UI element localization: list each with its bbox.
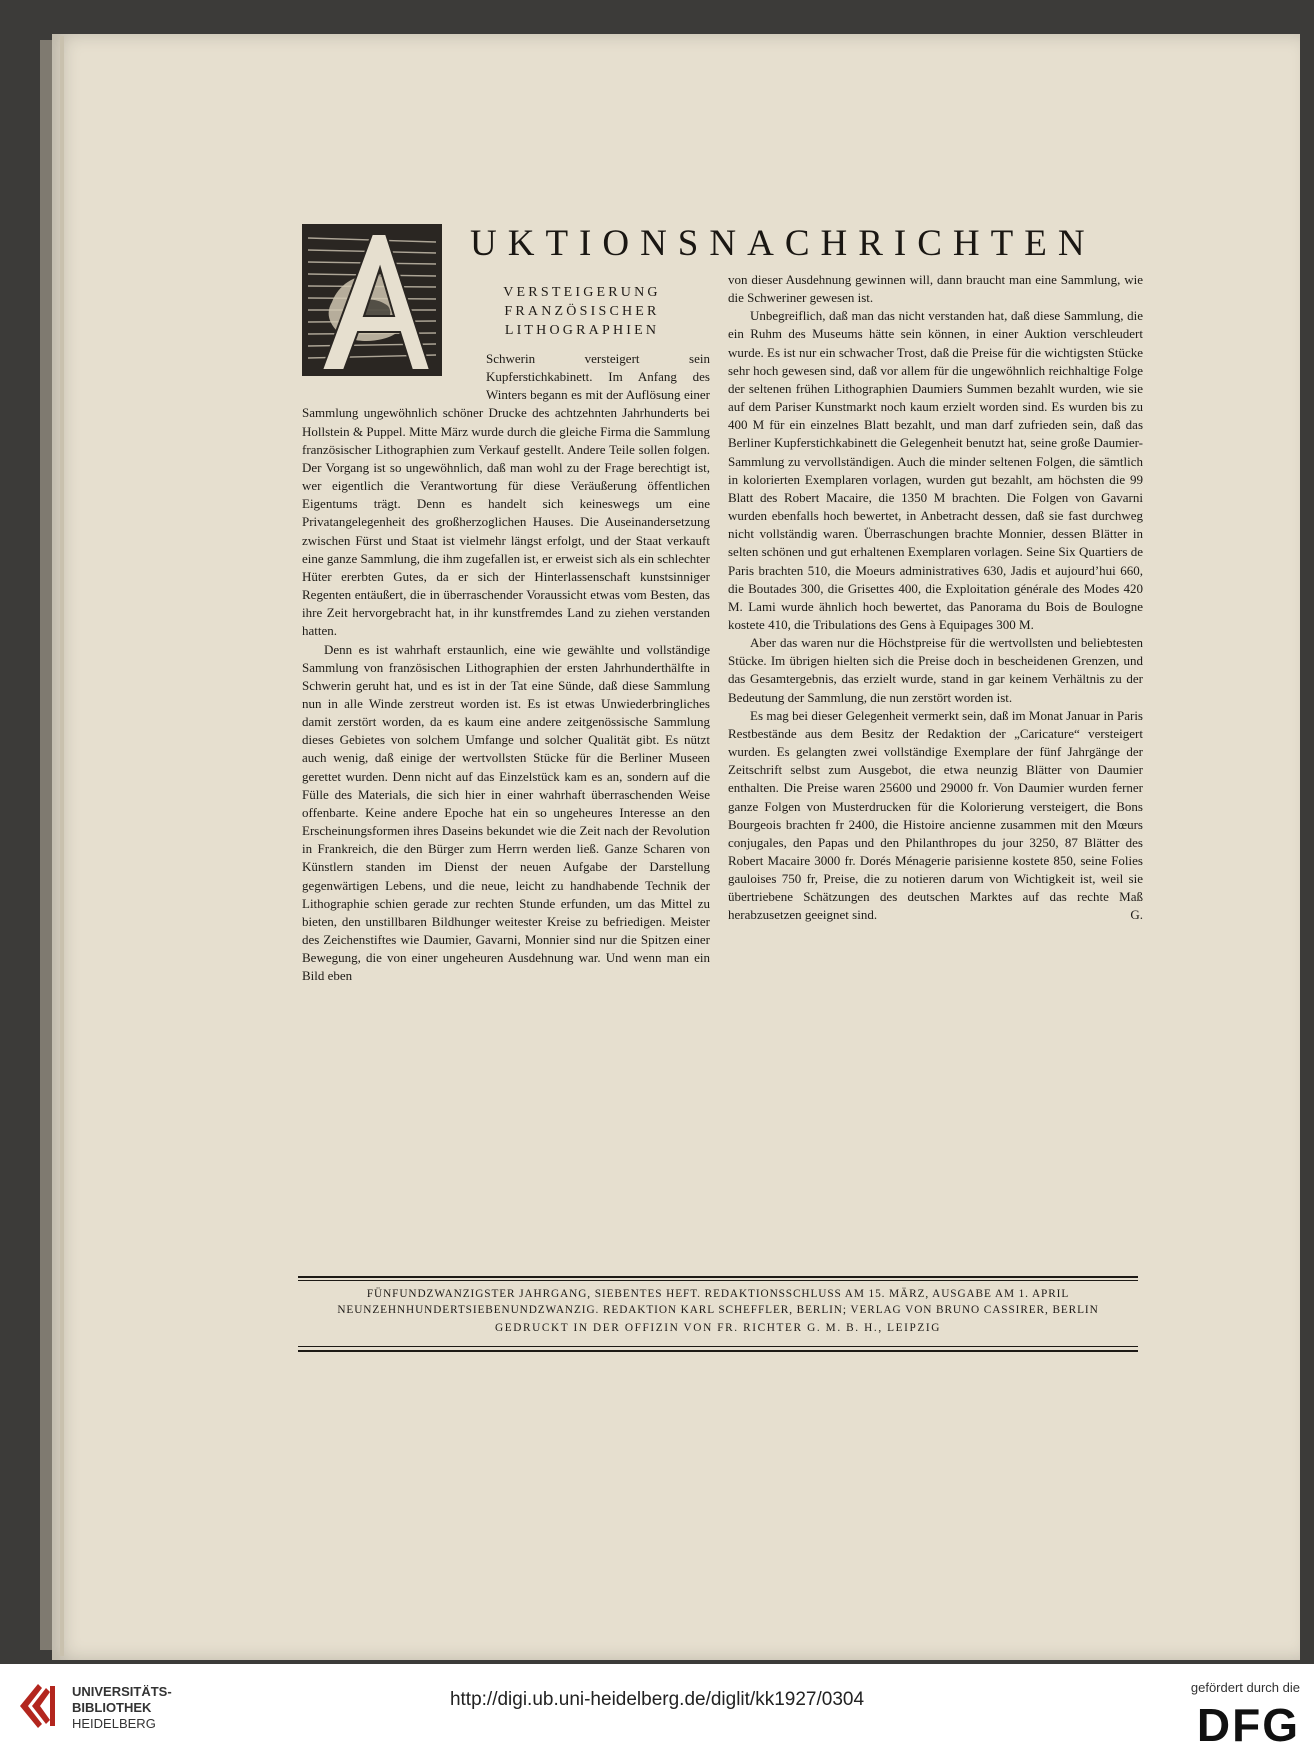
right-text-column (728, 271, 1143, 925)
imprint-line-2: NEUNZEHNHUNDERTSIEBENUNDZWANZIG. REDAKTION KARL SCHEFFLER, BERLIN; VERLAG VON BRUNO CASSIRER, BERLIN (337, 1304, 1099, 1316)
imprint-bottom-rule (298, 1350, 1138, 1352)
subtitle-line-1: VERSTEIGERUNG (503, 285, 661, 300)
author-signature: G. (1130, 907, 1143, 923)
paragraph: von dieser Ausdehnung gewinnen will, dann braucht man eine Sammlung, wie die Schweriner gewesen ist. (728, 272, 1143, 306)
article-title: UKTIONSNACHRICHTEN (470, 223, 1096, 264)
left-text-column (302, 350, 710, 985)
subtitle-line-2: FRANZÖSISCHER (504, 304, 660, 319)
paragraph: Unbegreiflich, daß man das nicht verstanden hat, daß diese Sammlung, die ein Ruhm des Museums hätte sein können, in einer Auktion verschleudert wurde. Es ist nur ein schwacher Trost, daß die Preise für die wichtigsten Stücke sehr hoch gewesen sind, daß vor allem für die ungewöhnlich reichhaltige Folge der seltenen frühen Lithographien Daumiers Summen bezahlt wurden, wie sie auf dem Pariser Kunstmarkt noch kaum erzielt worden sind. Es wurden bis zu 400 M für ein einzelnes Blatt bezahlt, und man darf zufrieden sein, daß das Berliner Kupferstichkabinett die Gelegenheit benutzt hat, seine große Daumier-Sammlung zu vervollständigen. Auch die minder seltenen Folgen, die sämtlich in kolorierten Exemplaren vorlagen, wurden gut bezahlt, am höchsten die 99 Blatt des Robert Macaire, die 1350 M brachten. Die Folgen von Gavarni wurden ebenfalls hoch bewertet, in Anbetracht dessen, daß sie fast durchweg nicht vollständig waren. Überraschungen brachte Monnier, dessen Blätter in selten schönen und gut erhaltenen Exemplaren vorlagen. Seine Six Quartiers de Paris brachten 510, die Moeurs administratives 630, Jadis et aujourd’hui 660, die Boutades 300, die Grisettes 400, die Exploitation générale des Modes 420 M. Lami wurde ähnlich hoch bewertet, das Panorama du Bois de Boulogne kostete 410, die Tribulations des Gens à Equipages 300 M. (728, 308, 1143, 632)
imprint-top-rule-thin (298, 1280, 1138, 1281)
dfg-logo: DFG (1196, 1699, 1300, 1751)
imprint-bottom-rule-thin (298, 1346, 1138, 1347)
page-fold-line (60, 36, 64, 1656)
imprint-line-1: FÜNFUNDZWANZIGSTER JAHRGANG, SIEBENTES HEFT. REDAKTIONSSCHLUSS AM 15. MÄRZ, AUSGABE AM 1. APRIL (366, 1288, 1070, 1300)
paragraph: Aber das waren nur die Höchstpreise für die wertvollsten und beliebtesten Stücke. Im übrigen hielten sich die Preise doch in bescheidenen Grenzen, und das Gesamtergebnis, das erzielt wurde, stand in gar keinem Verhältnis zu der Bedeutung der Sammlung, die nun zerstört worden ist. (728, 635, 1143, 705)
imprint-top-rule (298, 1276, 1138, 1278)
paragraph: Denn es ist wahrhaft erstaunlich, eine wie gewählte und vollständige Sammlung von französischen Lithographien der ersten Jahrhunderthälfte in Schwerin geruht hat, und es ist in der Tat eine Sünde, daß diese Sammlung nun in alle Winde zerstreut worden ist. Es ist etwas Unwiederbringliches damit zerstört worden, da es kaum eine andere zeitgenössische Sammlung dieses Gebietes von solchem Umfange und solcher Qualität gibt. Es nützt auch wenig, daß einige der wertvollsten Stücke für die Berliner Museen gerettet wurden. Denn nicht auf das Einzelstück kam es an, sondern auf die Fülle des Materials, die sich hier in einer wahrhaft überraschenden Weise offenbarte. Keine andere Epoche hat ein so ungeheures Interesse an den Erscheinungsformen ihres Daseins bekundet wie die Zeit nach der Revolution in Frankreich, die den Bürger zum Herrn werden ließ. Ganze Scharen von Künstlern standen im Dienst der neuen Aufgabe der Darstellung gegenwärtigen Lebens, und die neue, leicht zu handhabende Technik der Lithographie schien gerade zur rechten Stunde erfunden, um das Mittel zu bieten, den unstillbaren Bildhunger weitester Kreise zu befriedigen. Meister des Zeichenstiftes wie Daumier, Gavarni, Monnier sind nur die Spitzen einer Bewegung, die von einer ungeheuren Ausdehnung war. Und wenn man ein Bild eben (302, 641, 710, 984)
subtitle-line-3: LITHOGRAPHIEN (504, 323, 660, 338)
paragraph: Es mag bei dieser Gelegenheit vermerkt sein, daß im Monat Januar in Paris Restbestände aus dem Besitz der Redaktion der „Caricature“ versteigert wurden. Es gelangten zwei vollständige Exemplare der fünf Jahrgänge der Zeitschrift selbst zum Ausgebot, die etwa neunzig Blätter von Daumier enthalten. Die Preise waren 25600 und 29000 fr. Von Daumier wurden ferner ganze Folgen von Musterdrucken für die Kolorierung versteigert, die Bons Bourgeois brachten fr 2400, die Histoire ancienne zusammen mit den Mœurs conjugales, den Papas und den Philanthropes du jour 3250, 87 Blätter des Robert Macaire 3000 fr. Dorés Ménagerie parisienne kostete 850, seine Folies gauloises 750 fr, Preise, die zu notieren darum von Wichtigkeit ist, weil sie übertriebene Schätzungen des deutschen Marktes auf das rechte Maß herabzusetzen geeignet sind. G. (728, 707, 1143, 925)
library-name-line-3: HEIDELBERG (72, 1716, 156, 1731)
paragraph: Schwerin versteigert sein Kupferstichkabinett. Im Anfang des Winters begann es mit der Auflösung einer Sammlung ungewöhnlich schöner Drucke des achtzehnten Jahrhunderts bei Hollstein & Puppel. Mitte März wurde durch die gleiche Firma die Sammlung französischer Lithographien zum Verkauf gestellt. Andere Teile sollen folgen. Der Vorgang ist so ungewöhnlich, daß man wohl zu der Frage berechtigt ist, wer eigentlich die Verantwortung für diese Veräußerung öffentlichen Eigentums trägt. Denn es handelt sich keineswegs um eine Privatangelegenheit des großherzoglichen Hauses. Die Auseinandersetzung zwischen Fürst und Staat ist vielmehr längst erfolgt, und der Staat verkauft eine ganze Sammlung, die ihm zugefallen ist, er erweist sich als ein schlechter Hüter ererbten Gutes, da er sich der Hinterlassenschaft kunstsinniger Regenten entäußert, die in überraschender Voraussicht etwas vom Besten, das ihre Zeit hervorgebracht hat, in ihr kunstfremdes Land zu ziehen verstanden hatten. (302, 351, 710, 639)
initial-wrap-spacer (302, 350, 486, 390)
funding-label: gefördert durch die (1190, 1680, 1300, 1695)
imprint-line-3: GEDRUCKT IN DER OFFIZIN VON FR. RICHTER G. M. B. H., LEIPZIG (494, 1322, 942, 1334)
permalink-url[interactable]: http://digi.ub.uni-heidelberg.de/diglit/kk1927/0304 (449, 1689, 865, 1710)
library-name-line-1: UNIVERSITÄTS- (72, 1684, 172, 1699)
viewer-footer (0, 1664, 1314, 1760)
library-name-line-2: BIBLIOTHEK (72, 1700, 152, 1715)
